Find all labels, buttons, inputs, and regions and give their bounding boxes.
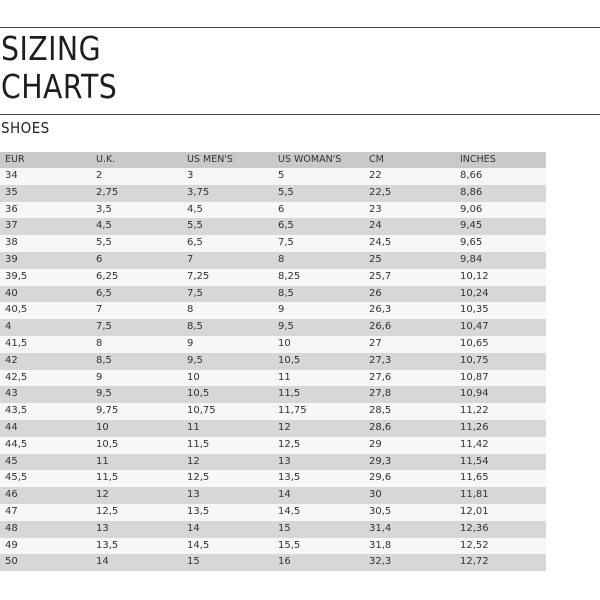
- table-cell: 10: [96, 421, 109, 433]
- table-cell: 6,5: [278, 220, 294, 232]
- table-cell: 10,12: [460, 270, 489, 282]
- table-cell: 14: [278, 489, 291, 501]
- table-cell: 32,3: [369, 556, 392, 568]
- table-cell: 9,84: [460, 253, 483, 265]
- table-row: [0, 487, 546, 504]
- table-cell: 41,5: [5, 337, 28, 349]
- table-cell: 25,7: [369, 270, 392, 282]
- table-cell: 10,65: [460, 337, 489, 349]
- top-rule: [0, 27, 600, 28]
- table-cell: 27,3: [369, 354, 392, 366]
- table-cell: 7,5: [278, 237, 294, 249]
- title-line-2: CHARTS: [1, 67, 118, 106]
- table-cell: 10,94: [460, 388, 489, 400]
- table-cell: 38: [5, 237, 18, 249]
- table-cell: 7: [96, 304, 103, 316]
- table-cell: 12: [278, 421, 291, 433]
- table-cell: 12,01: [460, 505, 489, 517]
- table-cell: 48: [5, 522, 18, 534]
- table-cell: 12,5: [278, 438, 301, 450]
- table-cell: 11,54: [460, 455, 489, 467]
- table-cell: 44,5: [5, 438, 28, 450]
- table-cell: 2,75: [96, 186, 119, 198]
- table-cell: 40,5: [5, 304, 28, 316]
- table-row: [0, 420, 546, 437]
- table-cell: 25: [369, 253, 382, 265]
- table-cell: 4: [5, 321, 12, 333]
- table-cell: 13,5: [96, 539, 119, 551]
- table-cell: 14,5: [278, 505, 301, 517]
- column-header: EUR: [5, 154, 25, 165]
- table-cell: 13: [187, 489, 200, 501]
- table-cell: 28,5: [369, 405, 392, 417]
- table-row: [0, 336, 546, 353]
- table-cell: 6,25: [96, 270, 119, 282]
- table-cell: 3,75: [187, 186, 210, 198]
- table-cell: 13,5: [278, 472, 301, 484]
- table-cell: 27,8: [369, 388, 392, 400]
- table-cell: 13,5: [187, 505, 210, 517]
- table-cell: 10,75: [187, 405, 216, 417]
- table-cell: 9,75: [96, 405, 119, 417]
- table-cell: 10,87: [460, 371, 489, 383]
- table-cell: 8,5: [278, 287, 294, 299]
- table-row: [0, 437, 546, 454]
- table-cell: 9,65: [460, 237, 483, 249]
- table-cell: 26,3: [369, 304, 392, 316]
- table-cell: 27: [369, 337, 382, 349]
- table-cell: 22: [369, 170, 382, 181]
- column-header: INCHES: [460, 154, 496, 165]
- table-cell: 7: [187, 253, 194, 265]
- section-subtitle: SHOES: [1, 119, 50, 137]
- table-cell: 8,66: [460, 170, 483, 181]
- table-row: [0, 538, 546, 555]
- table-cell: 9: [187, 337, 194, 349]
- table-cell: 3: [187, 170, 194, 181]
- table-cell: 9,5: [96, 388, 112, 400]
- table-cell: 46: [5, 489, 18, 501]
- table-cell: 49: [5, 539, 18, 551]
- table-cell: 6: [96, 253, 103, 265]
- table-cell: 10: [278, 337, 291, 349]
- table-cell: 42: [5, 354, 18, 366]
- table-cell: 6,5: [96, 287, 112, 299]
- table-cell: 39,5: [5, 270, 28, 282]
- table-cell: 7,25: [187, 270, 210, 282]
- table-cell: 10,24: [460, 287, 489, 299]
- table-cell: 10,5: [187, 388, 210, 400]
- table-cell: 44: [5, 421, 18, 433]
- table-row: [0, 302, 546, 319]
- table-cell: 29,6: [369, 472, 392, 484]
- table-cell: 31,4: [369, 522, 392, 534]
- table-row: [0, 202, 546, 219]
- table-cell: 7,5: [96, 321, 112, 333]
- table-cell: 5,5: [96, 237, 112, 249]
- table-cell: 13: [278, 455, 291, 467]
- table-cell: 11: [96, 455, 109, 467]
- table-cell: 11,5: [187, 438, 210, 450]
- table-cell: 26,6: [369, 321, 392, 333]
- table-cell: 35: [5, 186, 18, 198]
- table-cell: 47: [5, 505, 18, 517]
- table-cell: 5,5: [278, 186, 294, 198]
- table-cell: 16: [278, 556, 291, 568]
- table-cell: 5: [278, 170, 285, 181]
- table-body: [0, 168, 546, 571]
- sizing-table: [0, 152, 546, 571]
- table-cell: 11,22: [460, 405, 489, 417]
- table-cell: 11,26: [460, 421, 489, 433]
- table-cell: 40: [5, 287, 18, 299]
- table-cell: 8,86: [460, 186, 483, 198]
- table-cell: 8: [278, 253, 285, 265]
- table-cell: 4,5: [96, 220, 112, 232]
- table-cell: 9,5: [187, 354, 203, 366]
- table-cell: 28,6: [369, 421, 392, 433]
- table-cell: 43: [5, 388, 18, 400]
- table-row: [0, 168, 546, 185]
- title-line-1: SIZING: [1, 29, 102, 68]
- table-cell: 8: [96, 337, 103, 349]
- table-row: [0, 218, 546, 235]
- table-row: [0, 521, 546, 538]
- table-cell: 11,5: [278, 388, 301, 400]
- table-cell: 37: [5, 220, 18, 232]
- table-row: [0, 286, 546, 303]
- table-cell: 10,47: [460, 321, 489, 333]
- table-cell: 15,5: [278, 539, 301, 551]
- table-cell: 9,06: [460, 203, 483, 215]
- table-cell: 24,5: [369, 237, 392, 249]
- table-row: [0, 470, 546, 487]
- table-cell: 3,5: [96, 203, 112, 215]
- table-cell: 27,6: [369, 371, 392, 383]
- table-cell: 10,5: [278, 354, 301, 366]
- table-cell: 11: [278, 371, 291, 383]
- table-cell: 45: [5, 455, 18, 467]
- table-cell: 5,5: [187, 220, 203, 232]
- table-cell: 24: [369, 220, 382, 232]
- column-header: US MEN'S: [187, 154, 233, 165]
- table-row: [0, 269, 546, 286]
- table-cell: 39: [5, 253, 18, 265]
- table-cell: 45,5: [5, 472, 28, 484]
- table-cell: 36: [5, 203, 18, 215]
- table-cell: 12,72: [460, 556, 489, 568]
- table-cell: 8,5: [187, 321, 203, 333]
- table-cell: 30,5: [369, 505, 392, 517]
- table-cell: 42,5: [5, 371, 28, 383]
- table-cell: 13: [96, 522, 109, 534]
- table-cell: 29,3: [369, 455, 392, 467]
- table-cell: 12,36: [460, 522, 489, 534]
- table-cell: 43,5: [5, 405, 28, 417]
- table-row: [0, 403, 546, 420]
- table-cell: 22,5: [369, 186, 392, 198]
- table-cell: 12,52: [460, 539, 489, 551]
- table-cell: 7,5: [187, 287, 203, 299]
- table-row: [0, 185, 546, 202]
- table-cell: 15: [278, 522, 291, 534]
- table-cell: 10,5: [96, 438, 119, 450]
- table-cell: 8,25: [278, 270, 301, 282]
- table-cell: 12: [187, 455, 200, 467]
- column-header: US WOMAN'S: [278, 154, 342, 165]
- table-cell: 10: [187, 371, 200, 383]
- table-cell: 8: [187, 304, 194, 316]
- table-header-row: [0, 152, 546, 168]
- table-cell: 15: [187, 556, 200, 568]
- table-cell: 14,5: [187, 539, 210, 551]
- table-cell: 30: [369, 489, 382, 501]
- table-row: [0, 353, 546, 370]
- table-cell: 9,5: [278, 321, 294, 333]
- table-row: [0, 370, 546, 387]
- middle-rule: [0, 114, 600, 115]
- table-cell: 11: [187, 421, 200, 433]
- column-header: U.K.: [96, 154, 116, 165]
- table-row: [0, 235, 546, 252]
- table-cell: 11,5: [96, 472, 119, 484]
- table-cell: 11,75: [278, 405, 307, 417]
- table-cell: 6,5: [187, 237, 203, 249]
- table-cell: 11,81: [460, 489, 489, 501]
- table-cell: 14: [96, 556, 109, 568]
- table-cell: 10,35: [460, 304, 489, 316]
- table-row: [0, 386, 546, 403]
- table-row: [0, 319, 546, 336]
- table-row: [0, 504, 546, 521]
- column-header: CM: [369, 154, 384, 165]
- table-cell: 9: [278, 304, 285, 316]
- table-cell: 34: [5, 170, 18, 181]
- table-cell: 12,5: [187, 472, 210, 484]
- table-cell: 9: [96, 371, 103, 383]
- table-row: [0, 554, 546, 571]
- table-cell: 11,42: [460, 438, 489, 450]
- table-cell: 14: [187, 522, 200, 534]
- table-cell: 50: [5, 556, 18, 568]
- table-row: [0, 454, 546, 471]
- table-cell: 6: [278, 203, 285, 215]
- table-cell: 2: [96, 170, 103, 181]
- table-row: [0, 252, 546, 269]
- table-cell: 9,45: [460, 220, 483, 232]
- table-cell: 8,5: [96, 354, 112, 366]
- table-cell: 12: [96, 489, 109, 501]
- page-title: [1, 30, 259, 106]
- table-cell: 23: [369, 203, 382, 215]
- table-cell: 12,5: [96, 505, 119, 517]
- table-cell: 11,65: [460, 472, 489, 484]
- table-cell: 29: [369, 438, 382, 450]
- table-cell: 10,75: [460, 354, 489, 366]
- table-cell: 4,5: [187, 203, 203, 215]
- table-cell: 31,8: [369, 539, 392, 551]
- table-cell: 26: [369, 287, 382, 299]
